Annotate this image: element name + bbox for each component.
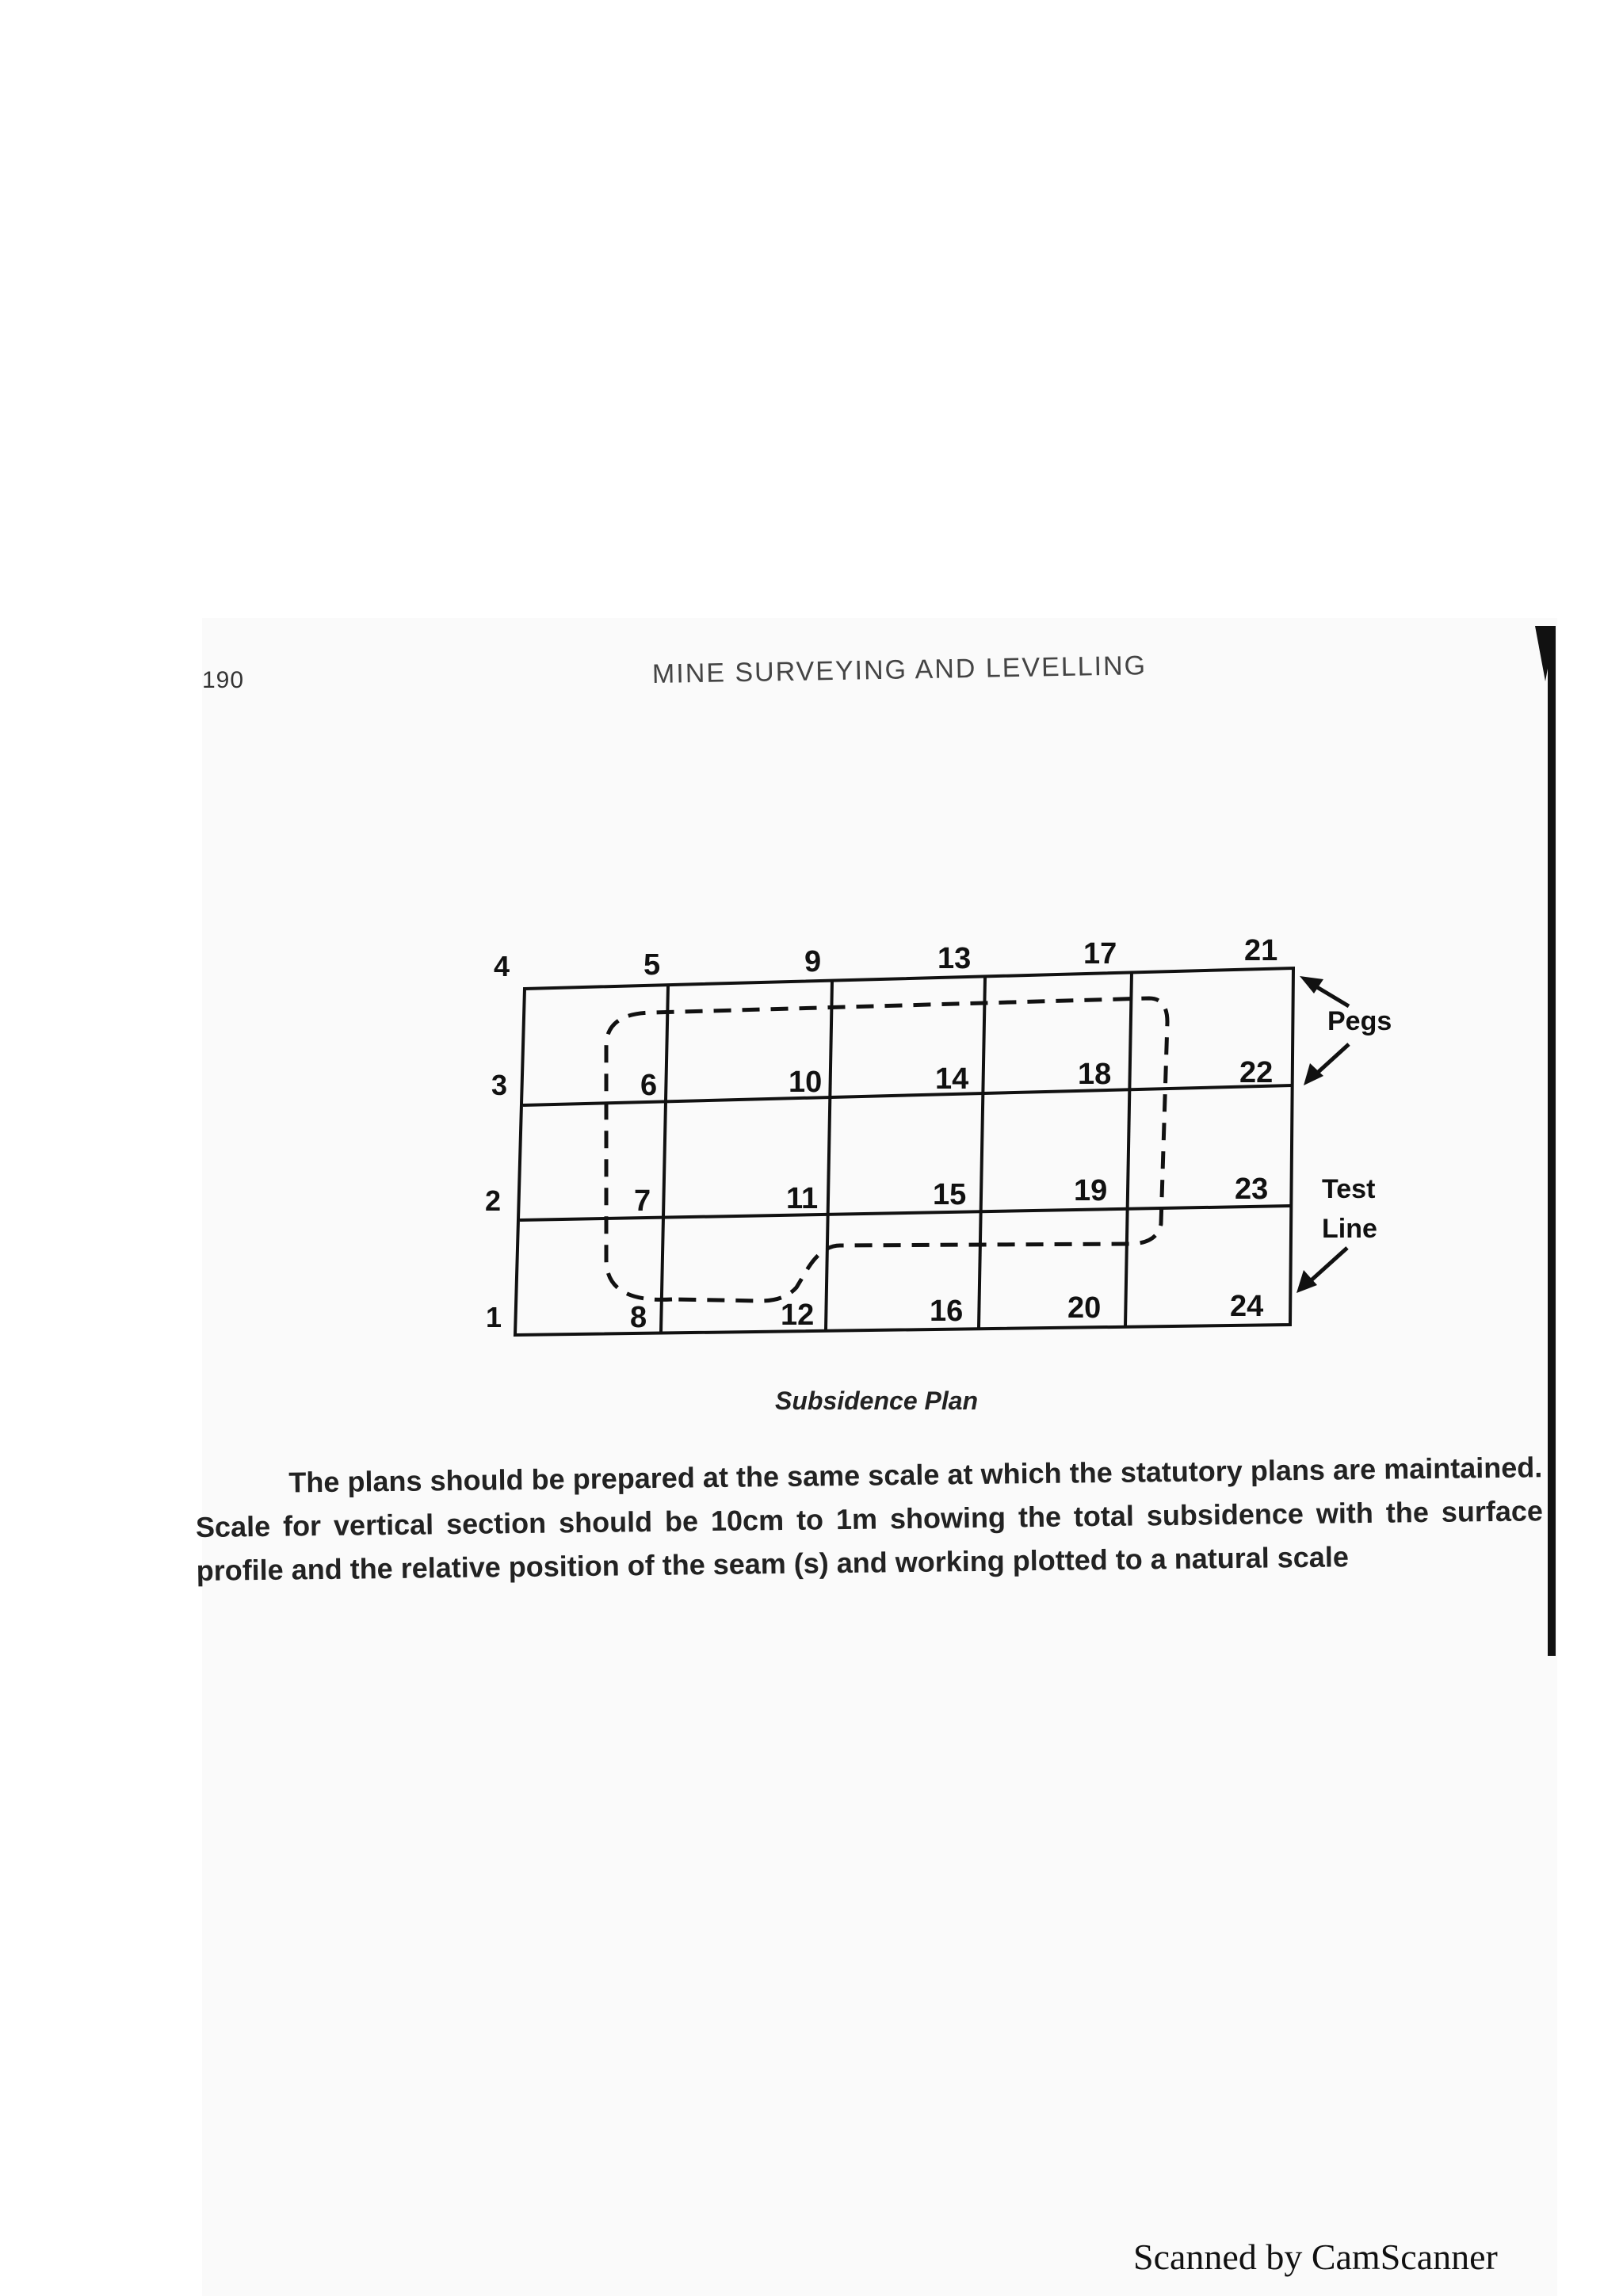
peg-14: 14 [935,1062,969,1096]
arrow-to-peg-21 [1300,976,1349,1006]
peg-23: 23 [1235,1173,1269,1206]
test-line-annotation-1: Test [1322,1174,1376,1204]
figure-caption: Subsidence Plan [775,1386,979,1415]
row-label-3: 3 [491,1069,508,1101]
test-line-annotation-2: Line [1322,1214,1377,1244]
peg-13: 13 [938,942,972,975]
subsidence-plan-diagram [468,927,1426,1339]
peg-8: 8 [630,1301,647,1334]
peg-20: 20 [1067,1291,1102,1325]
peg-6: 6 [640,1069,658,1102]
arrow-to-peg-22 [1304,1044,1349,1085]
grid-line-col4 [1125,972,1132,1326]
peg-24: 24 [1230,1290,1264,1323]
peg-10: 10 [789,1066,823,1099]
body-paragraph [195,1445,1544,1592]
page-edge-tip [1535,626,1556,681]
camscanner-watermark: Scanned by CamScanner [1133,2237,1498,2277]
peg-17: 17 [1083,937,1117,971]
peg-9: 9 [804,945,822,978]
grid-outline [515,968,1293,1335]
row-label-4: 4 [494,950,510,982]
row-label-1: 1 [486,1301,502,1333]
arrow-to-peg-24 [1296,1248,1347,1293]
peg-19: 19 [1074,1174,1108,1207]
peg-16: 16 [930,1295,964,1328]
pegs-annotation: Pegs [1327,1006,1392,1036]
peg-21: 21 [1244,934,1278,967]
running-title: MINE SURVEYING AND LEVELLING [651,650,1148,689]
peg-5: 5 [643,948,661,982]
working-boundary-dashed [606,998,1167,1301]
page-edge-shadow [1548,626,1556,1656]
body-paragraph-text: The plans should be prepared at the same scale at which the statutory plans are maintained. Scale for vertical section should be 10cm to 1m showing the total subsidence with the surface profile and the relative position of the seam (s) and working plotted to a natural scale [195,1451,1544,1587]
peg-12: 12 [781,1299,815,1332]
row-label-2: 2 [485,1184,502,1217]
peg-18: 18 [1078,1058,1112,1091]
grid-line-row3 [523,1085,1292,1105]
subsidence-plan-figure [468,927,1426,1339]
grid-line-col3 [979,977,985,1328]
grid-line-col1 [661,986,668,1333]
grid-line-col2 [826,981,832,1330]
page-number: 190 [202,667,245,693]
peg-15: 15 [933,1178,967,1211]
peg-22: 22 [1239,1056,1274,1089]
peg-11: 11 [786,1182,819,1215]
peg-7: 7 [634,1184,651,1218]
